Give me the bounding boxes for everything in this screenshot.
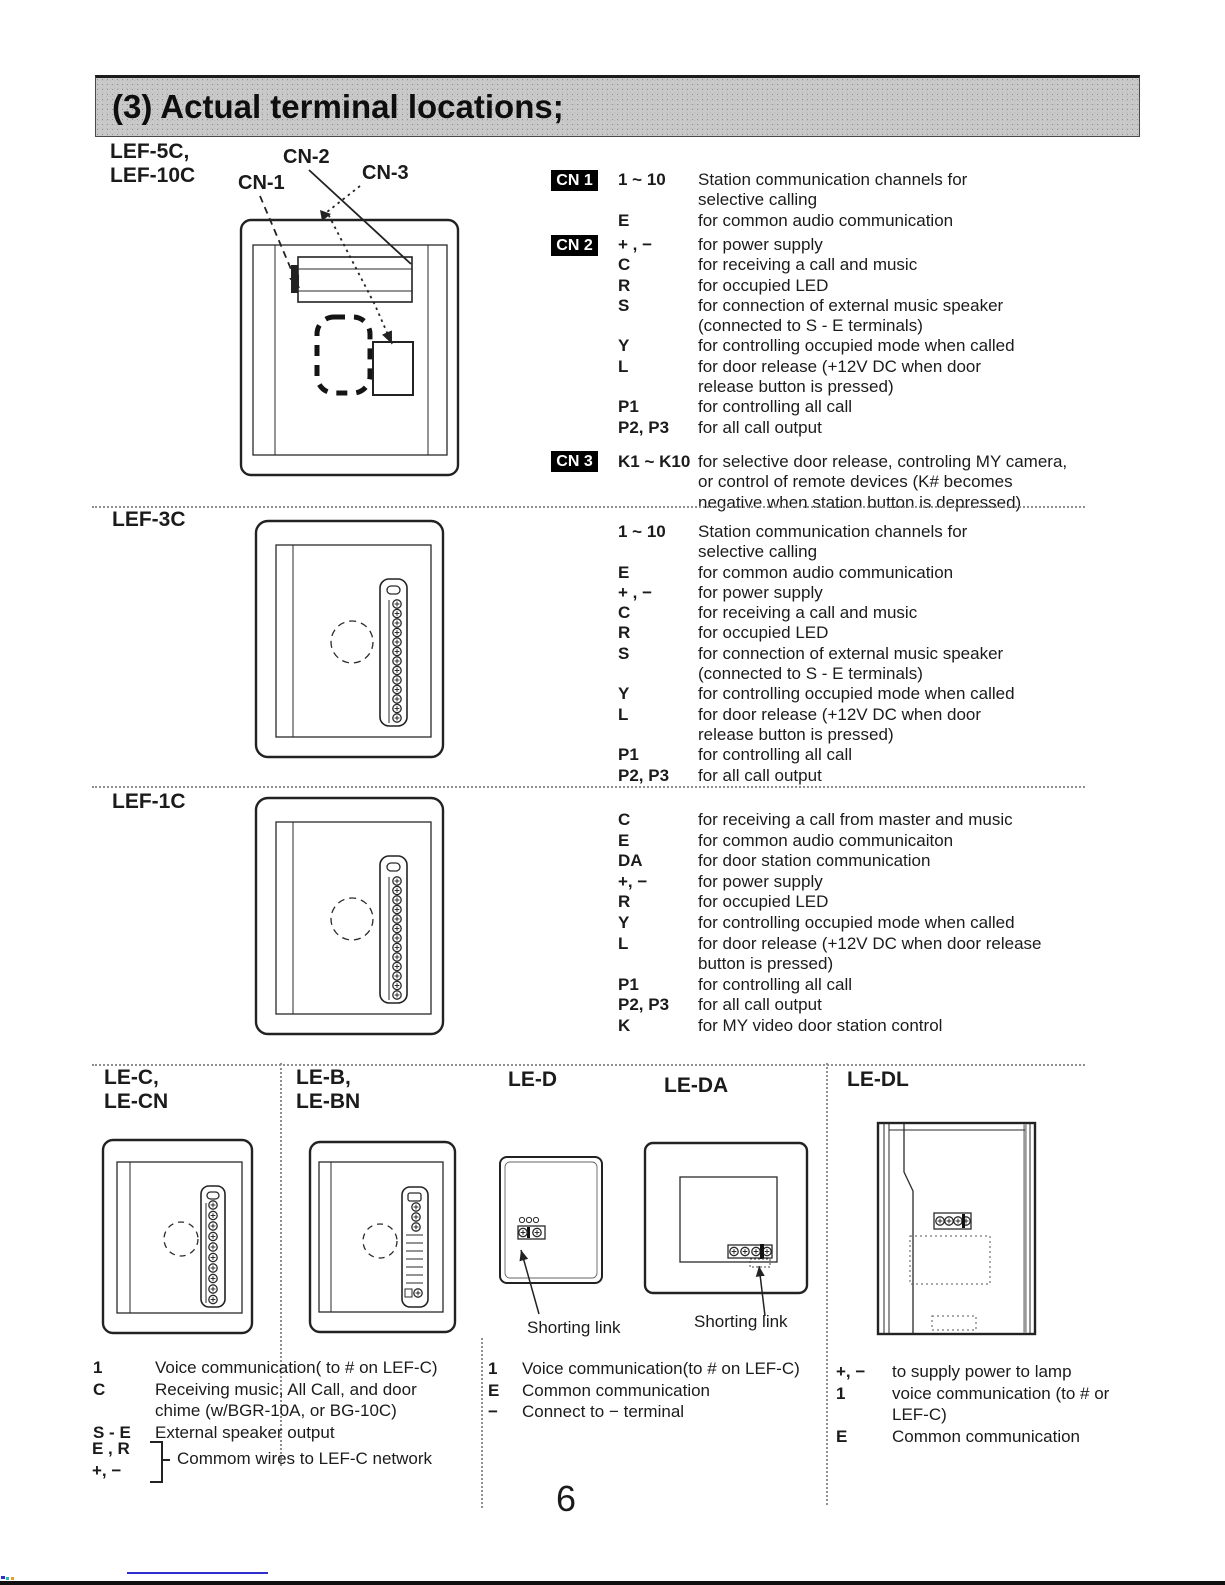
description-line: (connected to S - E terminals) — [698, 316, 923, 336]
terminal-description — [698, 934, 1042, 975]
terminal-name: L — [618, 704, 629, 724]
description-line: voice communication (to # or — [892, 1383, 1110, 1403]
terminal-row — [488, 1380, 888, 1402]
terminal-name: +, − — [618, 871, 648, 891]
terminal-name: C — [93, 1379, 106, 1399]
terminal-name: +, − — [92, 1460, 122, 1480]
dotted-separator — [92, 1064, 1085, 1066]
terminal-description — [698, 296, 1003, 337]
terminal-description — [522, 1358, 800, 1380]
terminal-row — [93, 1379, 493, 1422]
terminal-description — [698, 644, 1003, 685]
model-label-lef5c — [110, 140, 195, 188]
description-line: for controlling all call — [698, 745, 853, 765]
terminal-row — [618, 644, 1178, 685]
description-line: External speaker output — [155, 1422, 335, 1442]
description-line: for power supply — [698, 235, 823, 254]
terminal-description — [698, 975, 852, 996]
terminal-row — [618, 892, 1178, 913]
terminal-name: E — [618, 210, 630, 230]
terminal-name: L — [618, 933, 629, 953]
description-line: or control of remote devices (K# becomes — [698, 472, 1013, 492]
terminal-name: 1 — [836, 1383, 846, 1403]
terminal-list-cn3 — [618, 452, 1178, 513]
bracket-note — [92, 1438, 432, 1483]
page-title: (3) Actual terminal locations; — [112, 88, 564, 125]
terminal-description — [698, 563, 953, 583]
terminal-description — [698, 211, 953, 231]
scan-edge-bar — [0, 1581, 1225, 1585]
description-line: release button is pressed) — [698, 724, 894, 744]
model-label-lef1c: LEF-1C — [112, 790, 186, 813]
terminal-description — [522, 1401, 684, 1423]
terminal-description — [698, 831, 953, 852]
terminal-description — [892, 1383, 1109, 1426]
model-label-lef3c: LEF-3C — [112, 508, 186, 531]
terminal-name: K1 ~ K10 — [618, 452, 691, 471]
terminal-description — [698, 745, 852, 765]
model-line: LE-BN — [296, 1090, 361, 1113]
description-line: for occupied LED — [698, 275, 829, 295]
terminal-row — [618, 452, 1178, 513]
connector-badge-cn3: CN 3 — [551, 451, 598, 472]
description-line: for door station communication — [698, 851, 931, 871]
scan-artifact — [6, 1577, 9, 1580]
terminal-row — [618, 975, 1178, 996]
notes-mid — [488, 1358, 888, 1423]
terminal-row — [618, 418, 1178, 438]
description-line: LEF-C) — [892, 1405, 947, 1424]
description-line: for occupied LED — [698, 892, 829, 912]
terminal-description — [155, 1357, 438, 1379]
terminal-description — [698, 170, 967, 211]
terminal-name: Y — [618, 912, 630, 932]
terminal-description — [698, 603, 917, 623]
terminal-name: 1 — [488, 1359, 498, 1378]
terminal-description — [698, 235, 823, 255]
terminal-list-cn1 — [618, 170, 1178, 231]
description-line: for power supply — [698, 582, 823, 602]
terminal-row — [618, 563, 1178, 583]
terminal-name: E — [618, 830, 630, 850]
terminal-description — [698, 995, 822, 1016]
description-line: selective calling — [698, 190, 818, 210]
terminal-row — [618, 745, 1178, 765]
description-line: for controlling occupied mode when called — [698, 912, 1015, 932]
description-line: chime (w/BGR-10A, or BG-10C) — [155, 1401, 397, 1420]
terminal-description — [698, 851, 930, 872]
terminal-row — [618, 934, 1178, 975]
terminal-description — [698, 872, 823, 893]
leda-diagram — [634, 1124, 819, 1299]
terminal-name: P2, P3 — [618, 417, 670, 437]
description-line: for occupied LED — [698, 623, 829, 643]
notes-right — [836, 1361, 1176, 1447]
connector-badge-cn2: CN 2 — [551, 235, 598, 256]
terminal-row — [618, 831, 1178, 852]
shorting-link-arrow — [744, 1258, 780, 1320]
terminal-row — [618, 276, 1178, 296]
terminal-row — [618, 1016, 1178, 1037]
terminal-name: S — [618, 643, 630, 663]
terminal-row — [93, 1357, 493, 1379]
terminal-description — [698, 452, 1067, 513]
terminal-row — [618, 913, 1178, 934]
terminal-list-cn2 — [618, 235, 1178, 438]
description-line: Common communication — [892, 1426, 1081, 1446]
terminal-name: C — [618, 603, 631, 623]
scan-artifact — [1, 1576, 5, 1579]
cn3-connector-block — [373, 342, 413, 395]
notes-left — [93, 1357, 493, 1443]
terminal-row — [836, 1383, 1176, 1426]
terminal-description — [698, 255, 917, 275]
model-label-leb — [296, 1066, 360, 1114]
terminal-row — [618, 211, 1178, 231]
terminal-row — [488, 1401, 888, 1423]
terminal-description — [698, 766, 822, 786]
terminal-name: R — [618, 275, 631, 295]
lef1c-diagram — [252, 793, 447, 1038]
description-line: for receiving a call and music — [698, 603, 918, 623]
terminal-row — [618, 357, 1178, 398]
description-line: for door release (+12V DC when door — [698, 704, 982, 724]
connector-label-cn1: CN-1 — [238, 172, 285, 194]
description-line: for common audio communication — [698, 210, 954, 230]
scan-artifact-blue-line — [127, 1572, 268, 1574]
bracket-note-text: Commom wires to LEF-C network — [177, 1449, 433, 1468]
description-line: Station communication channels for — [698, 522, 968, 541]
terminal-row — [836, 1426, 1176, 1448]
terminal-name: R — [618, 623, 631, 643]
terminal-row — [618, 995, 1178, 1016]
terminal-row — [618, 603, 1178, 623]
page-number: 6 — [556, 1478, 577, 1519]
column-divider — [826, 1063, 828, 1505]
terminal-name: − — [488, 1402, 498, 1421]
description-line: Voice communication( to # on LEF-C) — [155, 1358, 438, 1377]
description-line: for common audio communication — [698, 562, 954, 582]
model-line: LE-C, — [104, 1066, 159, 1089]
terminal-name: + , − — [618, 582, 653, 602]
terminal-description — [698, 623, 828, 643]
terminal-name: K — [618, 1015, 631, 1035]
description-line: for door release (+12V DC when door release — [698, 933, 1042, 953]
description-line: for all call output — [698, 765, 822, 785]
terminal-description — [698, 276, 828, 296]
connector-label-cn3: CN-3 — [362, 162, 409, 184]
description-line: for connection of external music speaker — [698, 295, 1004, 315]
terminal-description — [698, 892, 828, 913]
description-line: for receiving a call and music — [698, 255, 918, 275]
terminal-name: C — [618, 255, 631, 275]
description-line: release button is pressed) — [698, 377, 894, 397]
description-line: for all call output — [698, 995, 822, 1015]
shorting-link-arrow — [508, 1242, 548, 1318]
description-line: Common communication — [522, 1380, 711, 1400]
terminal-row — [618, 336, 1178, 356]
terminal-description — [698, 705, 981, 746]
description-line: for controlling all call — [698, 974, 853, 994]
description-line: for selective door release, controling MY camera, — [698, 452, 1068, 471]
ledl-diagram — [874, 1120, 1038, 1338]
terminal-name: Y — [618, 684, 630, 704]
terminal-name: P1 — [618, 745, 639, 765]
model-line: LEF-5C, — [110, 140, 190, 163]
terminal-description — [698, 913, 1015, 934]
scan-artifact — [11, 1577, 14, 1580]
description-line: for connection of external music speaker — [698, 643, 1004, 663]
dotted-separator — [92, 786, 1085, 788]
terminal-row — [618, 766, 1178, 786]
terminal-description — [892, 1426, 1080, 1448]
terminal-description — [698, 583, 823, 603]
description-line: to supply power to lamp — [892, 1362, 1072, 1381]
bracket-glyph — [150, 1441, 163, 1483]
terminal-description — [698, 522, 967, 563]
terminal-row — [618, 810, 1178, 831]
terminal-row — [488, 1358, 888, 1380]
terminal-description — [698, 397, 852, 417]
terminal-row — [836, 1361, 1176, 1383]
speaker-cutout — [317, 317, 370, 393]
connector-badge-cn1: CN 1 — [551, 170, 598, 191]
description-line: negative when station button is depressed) — [698, 492, 1022, 512]
terminal-name: 1 ~ 10 — [618, 522, 666, 541]
terminal-row — [618, 705, 1178, 746]
lef3c-diagram — [252, 516, 447, 761]
terminal-list-lef3c — [618, 522, 1178, 786]
terminal-name: S — [618, 295, 630, 315]
terminal-name: + , − — [618, 235, 653, 254]
terminal-name: P2, P3 — [618, 765, 670, 785]
terminal-description — [155, 1379, 417, 1422]
description-line: for door release (+12V DC when door — [698, 356, 982, 376]
terminal-row — [618, 397, 1178, 417]
terminal-description — [698, 1016, 942, 1037]
dotted-separator — [92, 506, 1085, 508]
terminal-name: E , R — [92, 1439, 130, 1458]
description-line: for power supply — [698, 871, 823, 891]
terminal-name: S - E — [93, 1422, 131, 1442]
cn1-leader-line — [260, 196, 299, 288]
terminal-name: C — [618, 810, 631, 829]
description-line: Station communication channels for — [698, 170, 968, 189]
shorting-link-label: Shorting link — [694, 1312, 788, 1331]
terminal-name: P1 — [618, 974, 639, 994]
lef5c-diagram — [225, 140, 475, 490]
connector-label-cn2: CN-2 — [283, 146, 330, 168]
model-line: LE-CN — [104, 1090, 169, 1113]
terminal-name: E — [488, 1380, 500, 1400]
terminal-row — [618, 170, 1178, 211]
shorting-link-label: Shorting link — [527, 1318, 621, 1337]
section-title-banner — [95, 75, 1140, 137]
terminal-name: 1 ~ 10 — [618, 170, 666, 189]
description-line: for all call output — [698, 417, 822, 437]
terminal-description — [522, 1380, 710, 1402]
terminal-name: Y — [618, 336, 630, 356]
terminal-row — [618, 255, 1178, 275]
terminal-row — [618, 296, 1178, 337]
description-line: selective calling — [698, 542, 818, 562]
terminal-row — [618, 684, 1178, 704]
terminal-name: P1 — [618, 397, 639, 417]
model-line: LE-B, — [296, 1066, 351, 1089]
description-line: for controlling all call — [698, 397, 853, 417]
description-line: Receiving music, All Call, and door — [155, 1379, 417, 1399]
description-line: (connected to S - E terminals) — [698, 664, 923, 684]
model-label-ledl: LE-DL — [847, 1068, 909, 1091]
terminal-row — [618, 235, 1178, 255]
leb-diagram — [302, 1135, 460, 1337]
description-line: for controlling occupied mode when called — [698, 336, 1015, 356]
terminal-name: 1 — [93, 1358, 103, 1377]
description-line: for receiving a call from master and music — [698, 810, 1013, 829]
terminal-description — [698, 418, 822, 438]
terminal-name: L — [618, 356, 629, 376]
terminal-row — [618, 522, 1178, 563]
terminal-row — [618, 851, 1178, 872]
terminal-row — [618, 872, 1178, 893]
model-label-led: LE-D — [508, 1068, 557, 1091]
terminal-name: DA — [618, 851, 643, 871]
terminal-list-lef1c — [618, 810, 1178, 1037]
description-line: for common audio communicaiton — [698, 830, 954, 850]
terminal-description — [698, 684, 1015, 704]
terminal-name: E — [836, 1426, 848, 1446]
terminal-name: R — [618, 892, 631, 912]
terminal-description — [892, 1361, 1072, 1383]
terminal-name: +, − — [836, 1362, 866, 1381]
description-line: Connect to − terminal — [522, 1402, 685, 1421]
description-line: for controlling occupied mode when called — [698, 684, 1015, 704]
bracket-terms — [92, 1438, 142, 1481]
model-line: LEF-10C — [110, 164, 196, 187]
terminal-name: E — [618, 562, 630, 582]
terminal-row — [618, 583, 1178, 603]
model-label-lec — [104, 1066, 168, 1114]
terminal-description — [698, 810, 1013, 831]
terminal-row — [618, 623, 1178, 643]
terminal-name: P2, P3 — [618, 995, 670, 1015]
terminal-description — [698, 357, 981, 398]
lec-diagram — [97, 1135, 257, 1337]
description-line: Voice communication(to # on LEF-C) — [522, 1359, 800, 1378]
description-line: button is pressed) — [698, 954, 834, 974]
model-label-leda: LE-DA — [664, 1074, 729, 1097]
terminal-description — [698, 336, 1015, 356]
description-line: for MY video door station control — [698, 1015, 943, 1035]
